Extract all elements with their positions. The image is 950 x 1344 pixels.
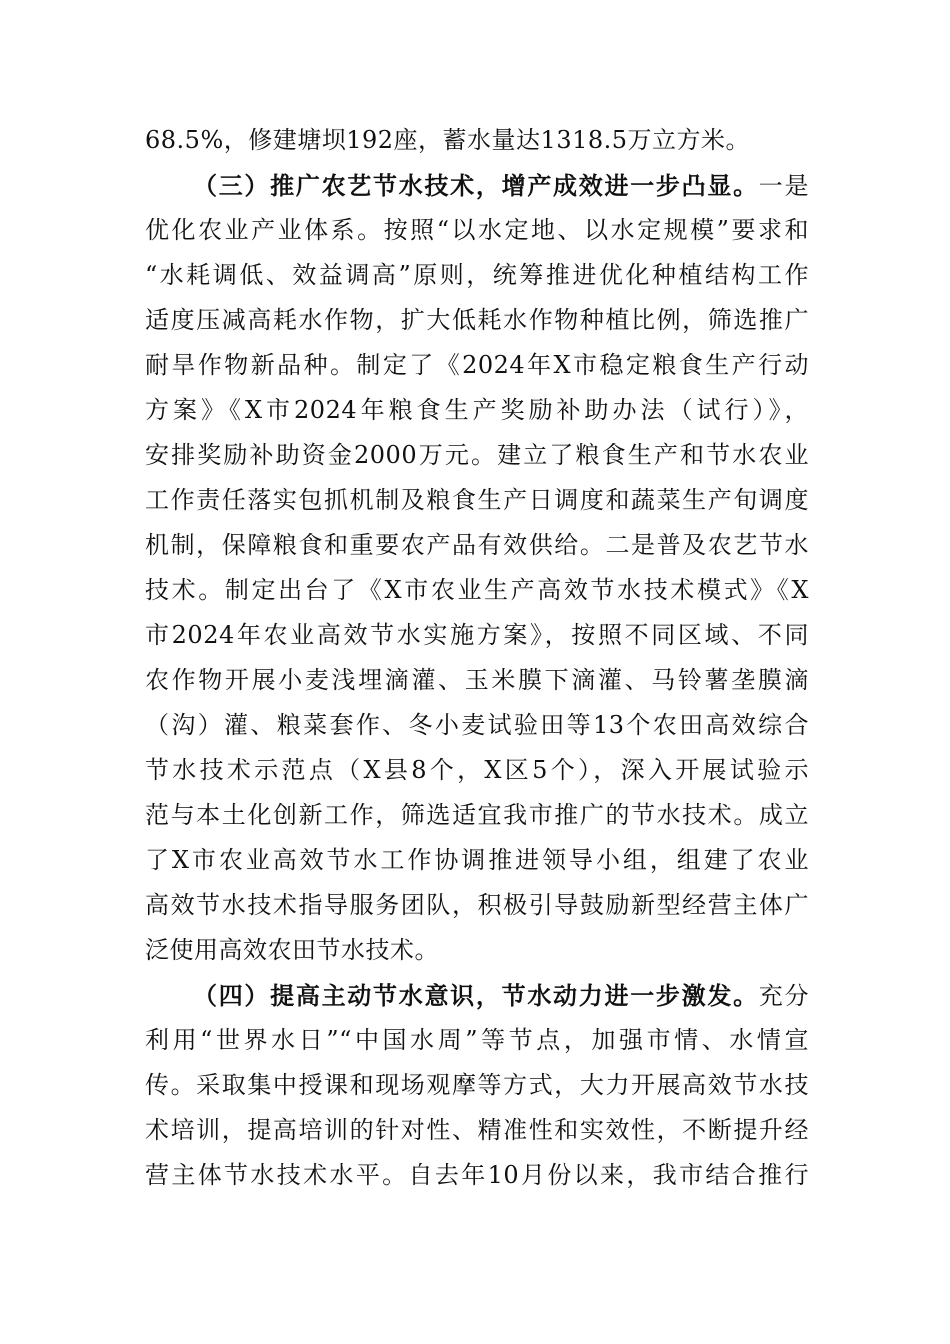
paragraph-2-line: 机制，保障粮食和重要农产品有效供给。二是普及农艺节水 — [145, 531, 809, 559]
paragraph-2-line: “水耗调低、效益调高”原则，统筹推进优化种植结构工作 — [145, 261, 809, 289]
paragraph-2-line: 范与本土化创新工作，筛选适宜我市推广的节水技术。成立 — [145, 801, 809, 829]
paragraph-1-line-1: 68.5%，修建塘坝192座，蓄水量达1318.5万立方米。 — [145, 126, 751, 154]
paragraph-2-line: 方案》《X市2024年粮食生产奖励补助办法（试行）》， — [145, 396, 809, 424]
paragraph-2-line: 耐旱作物新品种。制定了《2024年X市稳定粮食生产行动 — [145, 351, 809, 379]
paragraph-2-line: 优化农业产业体系。按照“以水定地、以水定规模”要求和 — [145, 216, 809, 244]
paragraph-3-line: 术培训，提高培训的针对性、精准性和实效性，不断提升经 — [145, 1116, 809, 1144]
paragraph-2-first-line — [145, 163, 809, 208]
document-body — [145, 118, 809, 1198]
section-3-first-line-rest: 一是 — [758, 172, 809, 200]
paragraph-2-line: 高效节水技术指导服务团队，积极引导鼓励新型经营主体广 — [145, 891, 809, 919]
section-4-first-line-rest: 充分 — [758, 982, 809, 1010]
section-4-heading: （四）提高主动节水意识，节水动力进一步激发。 — [193, 981, 759, 1010]
paragraph-2-last-line: 泛使用高效农田节水技术。 — [145, 936, 439, 964]
paragraph-3-first-line — [145, 973, 809, 1018]
paragraph-3-line: 利用“世界水日”“中国水周”等节点，加强市情、水情宣 — [145, 1026, 809, 1054]
paragraph-2-line: 市2024年农业高效节水实施方案》，按照不同区域、不同 — [145, 621, 809, 649]
paragraph-2-line: 农作物开展小麦浅埋滴灌、玉米膜下滴灌、马铃薯垄膜滴 — [145, 666, 809, 694]
section-3-heading: （三）推广农艺节水技术，增产成效进一步凸显。 — [193, 171, 759, 200]
paragraph-3-line: 营主体节水技术水平。自去年10月份以来，我市结合推行 — [145, 1161, 809, 1189]
paragraph-2-line: 技术。制定出台了《X市农业生产高效节水技术模式》《X — [145, 576, 809, 604]
paragraph-2-line: 节水技术示范点（X县8个，X区5个），深入开展试验示 — [145, 756, 809, 784]
paragraph-2-line: 了X市农业高效节水工作协调推进领导小组，组建了农业 — [145, 846, 809, 874]
paragraph-2-line: （沟）灌、粮菜套作、冬小麦试验田等13个农田高效综合 — [145, 711, 809, 739]
paragraph-3-line: 传。采取集中授课和现场观摩等方式，大力开展高效节水技 — [145, 1071, 809, 1099]
paragraph-2-line: 工作责任落实包抓机制及粮食生产日调度和蔬菜生产旬调度 — [145, 486, 809, 514]
paragraph-2-line: 适度压减高耗水作物，扩大低耗水作物种植比例，筛选推广 — [145, 306, 809, 334]
paragraph-2-line: 安排奖励补助资金2000万元。建立了粮食生产和节水农业 — [145, 441, 809, 469]
